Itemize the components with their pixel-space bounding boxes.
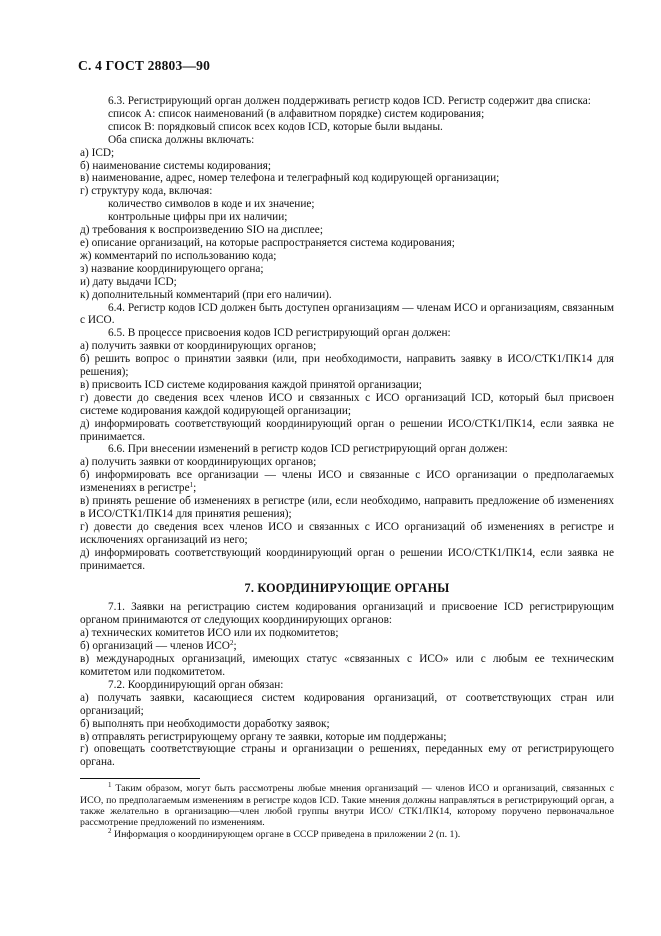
paragraph-text: г) довести до сведения всех членов ИСО и связанных с ИСО организаций об изменениях в регистре и исключениях организаций из него; — [80, 520, 614, 546]
paragraph-text: г) структуру кода, включая: — [80, 185, 213, 198]
paragraph-tail: ; — [193, 482, 197, 495]
footnote-text: Информация о координирующем органе в СССР приведена в приложении 2 (п. 1). — [111, 828, 461, 840]
paragraph-text: а) ICD; — [80, 146, 115, 159]
paragraph — [80, 443, 614, 456]
paragraph-text: 6.5. В процессе присвоения кодов ICD регистрирующий орган должен: — [108, 327, 451, 340]
paragraph — [80, 108, 614, 121]
paragraph — [80, 276, 614, 289]
paragraph — [80, 521, 614, 547]
footnote-mark: 2 — [108, 826, 112, 835]
paragraph — [80, 379, 614, 392]
footnote-ref[interactable]: 1 — [189, 481, 194, 490]
paragraph-text: 7.2. Координирующий орган обязан: — [108, 678, 284, 691]
footnote-divider — [80, 778, 200, 779]
paragraph — [80, 469, 614, 495]
paragraph-text: д) требования к воспроизведению SIO на дисплее; — [80, 224, 323, 237]
paragraph-text: в) присвоить ICD системе кодирования каждой принятой организации; — [80, 378, 422, 391]
paragraph — [80, 263, 614, 276]
paragraph-text: г) оповещать соответствующие страны и организации о решениях, переданных ему от регистрирующего органа. — [80, 743, 614, 769]
paragraph-text: б) организаций — членов ИСО — [80, 640, 230, 653]
paragraph — [80, 679, 614, 692]
paragraph-text: в) отправлять регистрирующему органу те заявки, которые им поддержаны; — [80, 730, 447, 743]
paragraph — [80, 601, 614, 627]
paragraph-text: в) международных организаций, имеющих статус «связанных с ИСО» или с любым ее техническим комитетом или подкомитетом. — [80, 653, 614, 678]
paragraph — [80, 289, 614, 302]
paragraph — [80, 353, 614, 379]
paragraph — [80, 640, 614, 653]
paragraph — [80, 250, 614, 263]
paragraph-text: з) название координирующего органа; — [80, 262, 264, 275]
paragraph-text: ж) комментарий по использованию кода; — [80, 249, 277, 262]
paragraph-text: и) дату выдачи ICD; — [80, 275, 177, 288]
paragraph-text: в) принять решение об изменениях в регистре (или, если необходимо, направить предложение об изменениях в ИСО/СТК1/ПК14 для принятия решения); — [80, 495, 614, 520]
paragraph-text: д) информировать соответствующий координирующий орган о решении ИСО/СТК1/ПК14, если заявка не принимается. — [80, 546, 614, 572]
paragraph — [80, 495, 614, 521]
paragraph-text: количество символов в коде и их значение; — [108, 198, 315, 211]
paragraph — [80, 185, 614, 198]
paragraph-text: а) технических комитетов ИСО или их подкомитетов; — [80, 627, 339, 640]
paragraph — [80, 653, 614, 679]
paragraph — [80, 731, 614, 744]
footnote-ref[interactable]: 2 — [229, 639, 234, 648]
paragraph — [80, 302, 614, 328]
paragraph-text: Оба списка должны включать: — [108, 133, 255, 146]
paragraph — [80, 418, 614, 444]
paragraph-text: список В: порядковый список всех кодов ICD, которые были выданы. — [108, 120, 443, 133]
paragraph — [80, 121, 614, 134]
paragraph — [80, 95, 614, 108]
paragraph — [80, 237, 614, 250]
footnote-mark: 1 — [108, 781, 112, 790]
paragraph — [80, 147, 614, 160]
footnote — [80, 826, 614, 840]
paragraph-text: контрольные цифры при их наличии; — [108, 211, 288, 224]
paragraph-text: а) получить заявки от координирующих органов; — [80, 456, 317, 469]
paragraph-text: б) наименование системы кодирования; — [80, 159, 271, 172]
paragraph — [80, 172, 614, 185]
document-body — [80, 95, 614, 840]
paragraph-text: в) наименование, адрес, номер телефона и телеграфный код кодирующей организации; — [80, 172, 500, 185]
footnotes — [80, 783, 614, 840]
paragraph — [80, 456, 614, 469]
paragraph-tail: ; — [233, 640, 237, 653]
paragraph-text: список А: список наименований (в алфавитном порядке) систем кодирования; — [108, 107, 485, 120]
paragraph — [80, 134, 614, 147]
paragraph-text: а) получить заявки от координирующих органов; — [80, 340, 317, 353]
paragraph — [80, 160, 614, 173]
paragraph-text: б) информировать все организации — члены ИСО и связанные с ИСО организации о предполагаемых изменениях в регистре — [80, 469, 614, 495]
paragraph-text: б) выполнять при необходимости доработку заявок; — [80, 717, 330, 730]
paragraph-text: г) довести до сведения всех членов ИСО и связанных с ИСО организаций ICD, который был присвоен системе кодирования каждой кодирующей организации; — [80, 391, 614, 417]
paragraph — [80, 198, 614, 211]
paragraph-text: д) информировать соответствующий координирующий орган о решении ИСО/СТК1/ПК14, если заявка не принимается. — [80, 417, 614, 443]
paragraph-text: 7. КООРДИНИРУЮЩИЕ ОРГАНЫ — [244, 580, 450, 595]
paragraph-text: к) дополнительный комментарий (при его наличии). — [80, 288, 332, 301]
paragraph — [80, 211, 614, 224]
footnote — [80, 783, 614, 829]
paragraph-text: б) решить вопрос о принятии заявки (или, при необходимости, направить заявку в ИСО/СТК1/ПК14 для решения); — [80, 353, 614, 379]
paragraph — [80, 627, 614, 640]
footnote-text: Таким образом, могут быть рассмотрены любые мнения организаций — членов ИСО и организаций, связанных с ИСО, по предполагаемым изменениям в регистре кодов ICD. Такие мнения должны направляться в регистрирующий орган, а также желательно в организацию—член любой группы внутри ИСО/ СТК1/ПК14, которому поручено первоначальное рассмотрение предложений по изменениям. — [80, 783, 614, 829]
paragraph-text: 6.4. Регистр кодов ICD должен быть доступен организациям — членам ИСО и организациям, связанным с ИСО. — [80, 301, 614, 327]
paragraph — [80, 718, 614, 731]
page-header: С. 4 ГОСТ 28803—90 — [78, 58, 211, 73]
main-text — [80, 95, 614, 769]
paragraph — [80, 224, 614, 237]
paragraph — [80, 327, 614, 340]
paragraph — [80, 392, 614, 418]
paragraph-text: 6.6. При внесении изменений в регистр кодов ICD регистрирующий орган должен: — [108, 443, 508, 456]
paragraph — [80, 692, 614, 718]
paragraph-text: 7.1. Заявки на регистрацию систем кодирования организаций и присвоение ICD регистрирующим органом принимаются от следующих координирующих органов: — [80, 601, 614, 627]
section-title — [80, 582, 614, 595]
paragraph-text: е) описание организаций, на которые распространяется система кодирования; — [80, 236, 455, 249]
paragraph-text: а) получать заявки, касающиеся систем кодирования организаций, от соответствующих стран или организаций; — [80, 691, 614, 717]
paragraph — [80, 340, 614, 353]
paragraph-text: 6.3. Регистрирующий орган должен поддерживать регистр кодов ICD. Регистр содержит два списка: — [108, 95, 591, 107]
paragraph — [80, 743, 614, 769]
paragraph — [80, 547, 614, 573]
